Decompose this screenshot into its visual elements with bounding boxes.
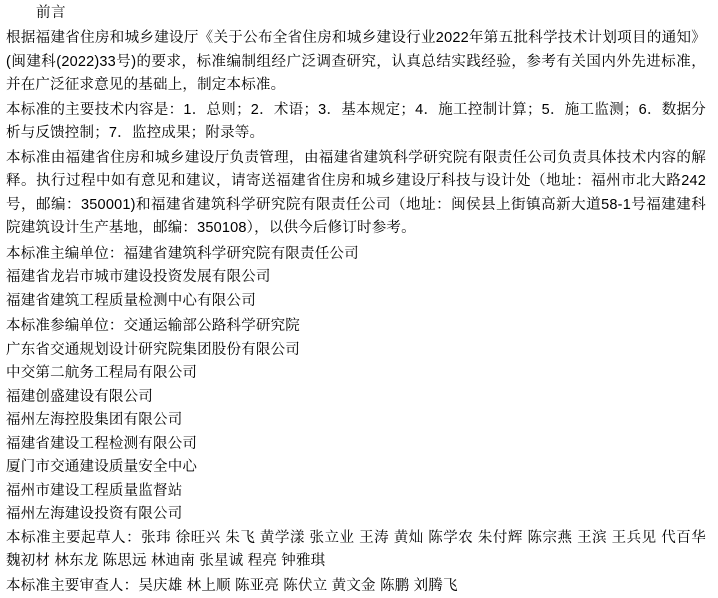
participant-other-0: 广东省交通规划设计研究院集团股份有限公司 xyxy=(6,339,706,363)
main-editor-other-1: 福建省建筑工程质量检测中心有限公司 xyxy=(6,290,706,314)
reviewers-value: 吴庆雄 林上顺 陈亚亮 陈伏立 黄文金 陈鹏 刘腾飞 xyxy=(138,578,457,594)
participant-other-5: 厦门市交通建设质量安全中心 xyxy=(6,456,706,480)
participant-value: 交通运输部公路科学研究院 xyxy=(124,318,300,334)
page-title: 前言 xyxy=(6,0,706,24)
participant-other-1: 中交第二航务工程局有限公司 xyxy=(6,362,706,386)
main-editor-value: 福建省建筑科学研究院有限责任公司 xyxy=(124,246,359,262)
drafters-line xyxy=(6,527,706,574)
main-editor-line xyxy=(6,243,706,267)
participant-other-7: 福州左海建设投资有限公司 xyxy=(6,503,706,527)
paragraph-administration: 本标准由福建省住房和城乡建设厅负责管理，由福建省建筑科学研究院有限责任公司负责具体技术内容的解释。执行过程中如有意见和建议，请寄送福建省住房和城乡建设厅科技与设计处（地址：福州市北大路242号，邮编：350001)和福建省建筑科学研究院有限责任公司（地址：闽侯县上街镇高新大道58-1号福建建科院建筑设计生产基地，邮编：350108），以供今后修订时参考。 xyxy=(6,147,706,241)
participant-other-3: 福州左海控股集团有限公司 xyxy=(6,409,706,433)
main-editor-other-0: 福建省龙岩市城市建设投资发展有限公司 xyxy=(6,266,706,290)
main-editor-label: 本标准主编单位： xyxy=(6,246,124,262)
reviewers-label: 本标准主要审查人： xyxy=(6,578,138,594)
paragraph-scope: 根据福建省住房和城乡建设厅《关于公布全省住房和城乡建设行业2022年第五批科学技术计划项目的通知》(闽建科(2022)33号)的要求，标准编制组经广泛调查研究，认真总结实践经验，参考有关国内外先进标准，并在广泛征求意见的基础上，制定本标准。 xyxy=(6,27,706,98)
drafters-value: 张玮 徐旺兴 朱飞 黄学漾 张立业 王涛 黄灿 陈学农 朱付辉 陈宗燕 王滨 王兵见 代百华 魏初材 林东龙 陈思远 林迪南 张星诚 程亮 钟雅琪 xyxy=(6,530,706,570)
participant-line xyxy=(6,315,706,339)
paragraph-contents: 本标准的主要技术内容是：1．总则；2．术语；3．基本规定；4．施工控制计算；5．施工监测；6．数据分析与反馈控制；7．监控成果；附录等。 xyxy=(6,99,706,146)
participant-block xyxy=(6,315,706,527)
participant-other-6: 福州市建设工程质量监督站 xyxy=(6,480,706,504)
participant-other-2: 福建创盛建设有限公司 xyxy=(6,386,706,410)
drafters-label: 本标准主要起草人： xyxy=(6,530,141,546)
participant-other-4: 福建省建设工程检测有限公司 xyxy=(6,433,706,457)
main-editor-block xyxy=(6,243,706,314)
participant-label: 本标准参编单位： xyxy=(6,318,124,334)
reviewers-line xyxy=(6,575,706,598)
